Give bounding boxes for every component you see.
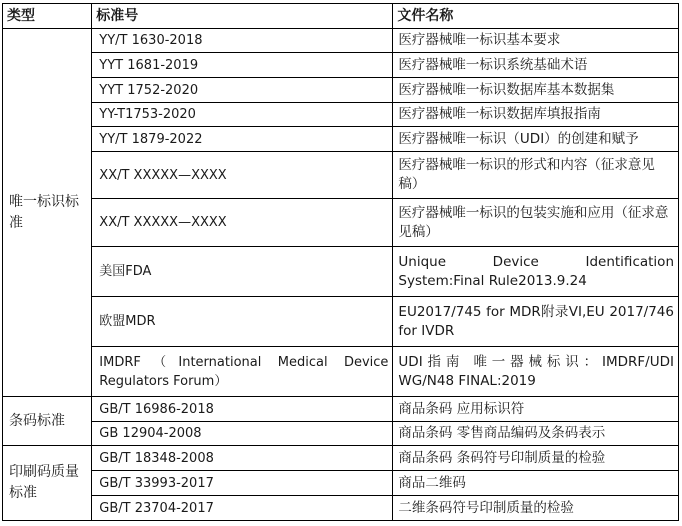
- header-name: 文件名称: [393, 4, 679, 29]
- document-name: 商品条码 条码符号印制质量的检验: [393, 446, 679, 471]
- document-name: 医疗器械唯一标识的包装实施和应用（征求意见稿）: [393, 199, 679, 247]
- document-name: 医疗器械唯一标识数据库基本数据集: [393, 78, 679, 103]
- standard-code: GB/T 16986-2018: [92, 397, 393, 422]
- standard-code: GB 12904-2008: [92, 422, 393, 446]
- category-print-quality: 印刷码质量标准: [3, 446, 92, 521]
- table-row: [3, 496, 679, 521]
- document-name: 医疗器械唯一标识的形式和内容（征求意见稿）: [393, 152, 679, 199]
- table-row: [3, 78, 679, 103]
- document-name: 二维条码符号印制质量的检验: [393, 496, 679, 521]
- table-row: [3, 127, 679, 152]
- header-type: 类型: [3, 4, 92, 29]
- standard-code: XX/T XXXXX—XXXX: [92, 199, 393, 247]
- header-row: [3, 4, 679, 29]
- document-name: 商品条码 应用标识符: [393, 397, 679, 422]
- standard-code: 欧盟MDR: [92, 297, 393, 347]
- standard-code: GB/T 23704-2017: [92, 496, 393, 521]
- standard-code: GB/T 18348-2008: [92, 446, 393, 471]
- table-row: [3, 152, 679, 199]
- standards-table: [2, 3, 679, 521]
- standard-code: IMDRF（International Medical Device Regulators Forum）: [92, 347, 393, 397]
- document-name: Unique Device Identification System:Final Rule2013.9.24: [393, 247, 679, 297]
- standard-code: YY/T 1879-2022: [92, 127, 393, 152]
- header-code: 标准号: [92, 4, 393, 29]
- standard-code: YYT 1681-2019: [92, 53, 393, 78]
- document-name: UDI指南 唯一器械标识：IMDRF/UDI WG/N48 FINAL:2019: [393, 347, 679, 397]
- table-row: [3, 347, 679, 397]
- table-row: [3, 247, 679, 297]
- document-name: 医疗器械唯一标识系统基础术语: [393, 53, 679, 78]
- category-barcode: 条码标准: [3, 397, 92, 446]
- standard-code: 美国FDA: [92, 247, 393, 297]
- document-name: 商品条码 零售商品编码及条码表示: [393, 422, 679, 446]
- standard-code: YY/T 1630-2018: [92, 29, 393, 53]
- table-row: [3, 297, 679, 347]
- category-udi: 唯一标识标准: [3, 29, 92, 397]
- table-row: [3, 199, 679, 247]
- table-row: [3, 471, 679, 496]
- document-name: 医疗器械唯一标识（UDI）的创建和赋予: [393, 127, 679, 152]
- table-row: [3, 422, 679, 446]
- document-name: 医疗器械唯一标识数据库填报指南: [393, 103, 679, 127]
- standard-code: GB/T 33993-2017: [92, 471, 393, 496]
- document-name: EU2017/745 for MDR附录VI,EU 2017/746 for IVDR: [393, 297, 679, 347]
- table-row: [3, 446, 679, 471]
- standard-code: YYT 1752-2020: [92, 78, 393, 103]
- standard-code: XX/T XXXXX—XXXX: [92, 152, 393, 199]
- table-row: [3, 53, 679, 78]
- table-row: [3, 29, 679, 53]
- document-name: 医疗器械唯一标识基本要求: [393, 29, 679, 53]
- table-row: [3, 397, 679, 422]
- table-row: [3, 103, 679, 127]
- document-name: 商品二维码: [393, 471, 679, 496]
- standard-code: YY-T1753-2020: [92, 103, 393, 127]
